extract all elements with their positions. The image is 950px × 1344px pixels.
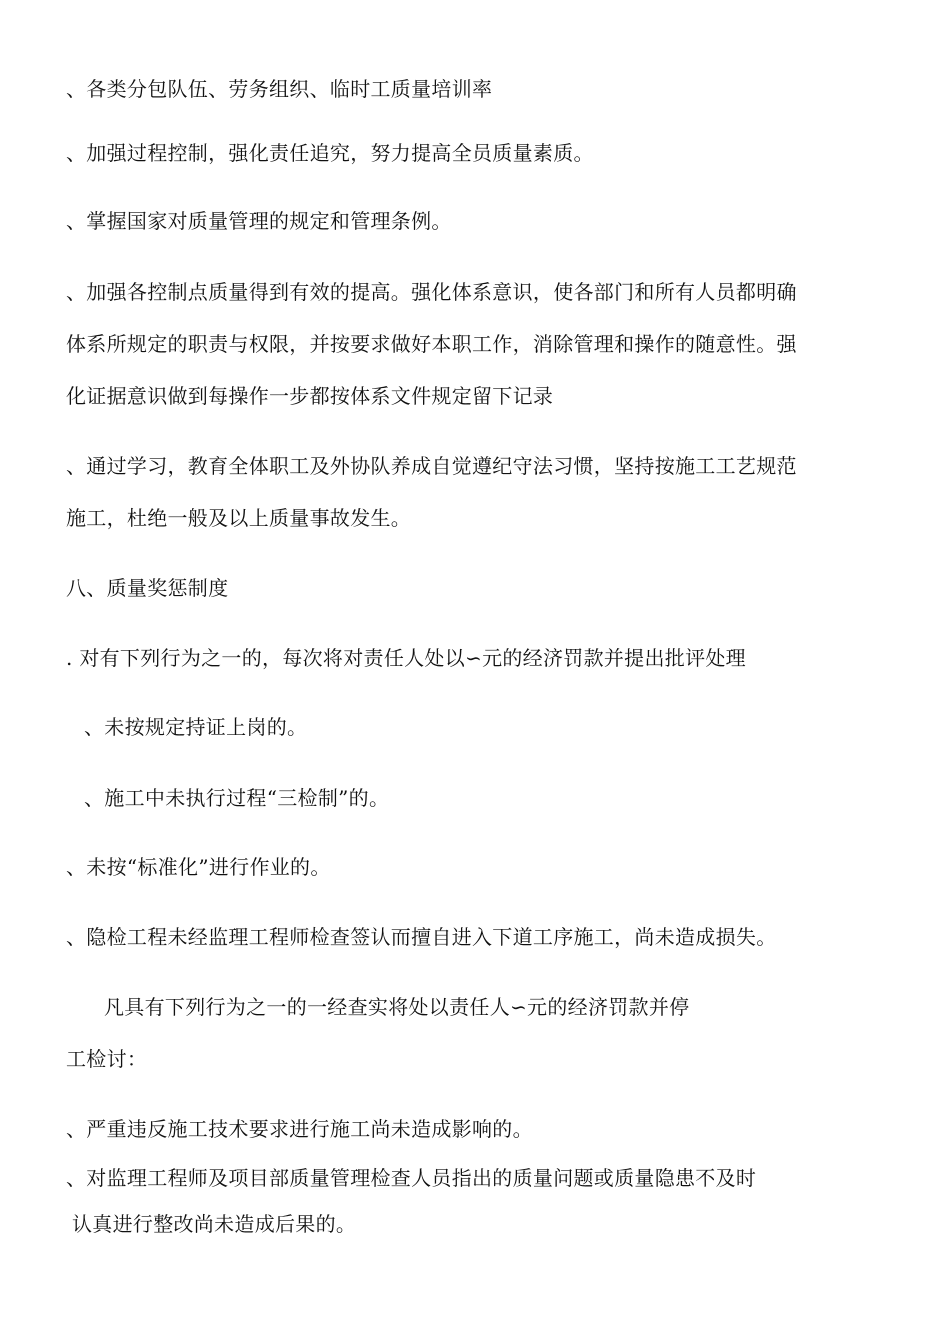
- penalty-item-technical-violation: 、严重违反施工技术要求进行施工尚未造成影响的。: [66, 1117, 533, 1141]
- item-control-points-line-2: 体系所规定的职责与权限，并按要求做好本职工作，消除管理和操作的随意性。强: [66, 332, 797, 356]
- item-training-rate: 、各类分包队伍、劳务组织、临时工质量培训率: [66, 77, 493, 101]
- penalty-clause-1: . 对有下列行为之一的，每次将对责任人处以∽元的经济罚款并提出批评处理: [66, 646, 746, 670]
- penalty-item-standardization: 、未按“标准化”进行作业的。: [66, 855, 331, 879]
- item-study-education-line-2: 施工，杜绝一般及以上质量事故发生。: [66, 506, 412, 530]
- item-control-points-line-1: 、加强各控制点质量得到有效的提高。强化体系意识，使各部门和所有人员都明确: [66, 280, 797, 304]
- penalty-item-no-certificate: 、未按规定持证上岗的。: [84, 715, 308, 739]
- item-national-regulations: 、掌握国家对质量管理的规定和管理条例。: [66, 209, 452, 233]
- penalty-item-three-checks: 、施工中未执行过程“三检制”的。: [84, 786, 390, 810]
- penalty-item-rectification-line-1: 、对监理工程师及项目部质量管理检查人员指出的质量问题或质量隐患不及时: [66, 1166, 757, 1190]
- penalty-item-rectification-line-2: 认真进行整改尚未造成后果的。: [72, 1212, 357, 1236]
- item-process-control: 、加强过程控制，强化责任追究，努力提高全员质量素质。: [66, 141, 594, 165]
- penalty-clause-2-line-1: 凡具有下列行为之一的一经查实将处以责任人∽元的经济罚款并停: [104, 995, 690, 1019]
- item-control-points-line-3: 化证据意识做到每操作一步都按体系文件规定留下记录: [66, 384, 554, 408]
- item-study-education-line-1: 、通过学习，教育全体职工及外协队养成自觉遵纪守法习惯，坚持按施工工艺规范: [66, 454, 797, 478]
- penalty-clause-2-line-2: 工检讨：: [66, 1047, 148, 1071]
- section-heading-quality-rewards: 八、质量奖惩制度: [66, 576, 229, 600]
- penalty-item-hidden-inspection: 、隐检工程未经监理工程师检查签认而擅自进入下道工序施工，尚未造成损失。: [66, 925, 777, 949]
